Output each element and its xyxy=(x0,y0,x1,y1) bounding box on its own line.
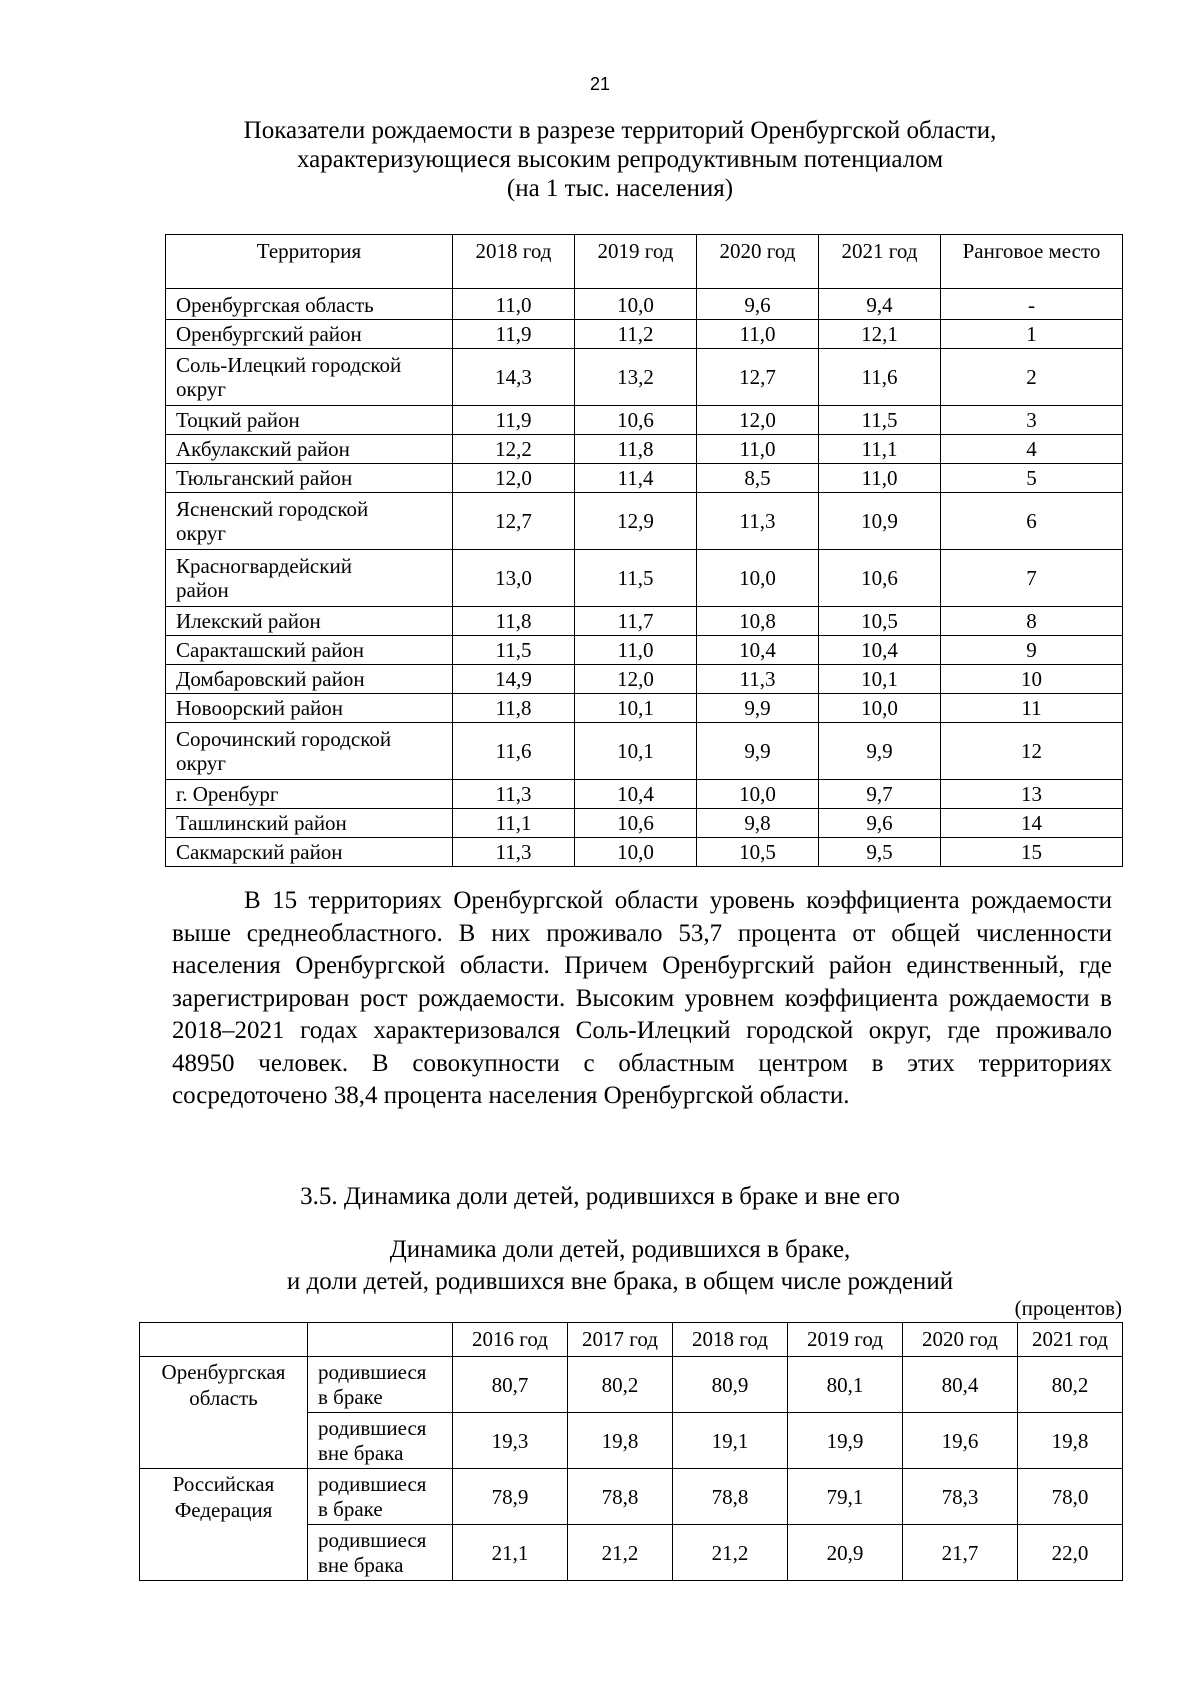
territory-name: Оренбургский район xyxy=(176,322,362,346)
territory-name-cell xyxy=(166,607,453,636)
table-cell: 19,1 xyxy=(673,1413,788,1469)
table-cell: 14,3 xyxy=(453,349,575,406)
table2-header-cell xyxy=(308,1323,453,1357)
table-cell: 11,8 xyxy=(453,694,575,723)
table-cell: 9,6 xyxy=(697,289,819,320)
page-number: 21 xyxy=(589,74,611,94)
table-cell: 10,0 xyxy=(575,838,697,867)
table-cell: 10,6 xyxy=(819,550,941,607)
table-cell: 11,9 xyxy=(453,320,575,349)
table-row xyxy=(166,838,1123,867)
table-cell: 22,0 xyxy=(1018,1525,1123,1581)
table-cell: 12,2 xyxy=(453,435,575,464)
region-name: Федерация xyxy=(174,1498,273,1522)
territory-name-cell xyxy=(166,550,453,607)
table-row xyxy=(166,435,1123,464)
table-cell: 10 xyxy=(941,665,1123,694)
territory-name-cell xyxy=(166,464,453,493)
birth-type: родившиеся xyxy=(318,1471,427,1496)
table2-title xyxy=(200,1234,1040,1298)
birth-type: родившиеся xyxy=(318,1527,427,1552)
territory-name-cell xyxy=(166,723,453,780)
table2-header-cell: 2020 год xyxy=(903,1323,1018,1357)
territory-name: Сорочинский городской xyxy=(176,727,392,751)
table-cell: 9,9 xyxy=(697,694,819,723)
region-cell xyxy=(140,1357,308,1469)
table-cell: 80,7 xyxy=(453,1357,568,1413)
table-cell: 9,4 xyxy=(819,289,941,320)
table-cell: 11,6 xyxy=(453,723,575,780)
table-cell: 10,0 xyxy=(819,694,941,723)
territory-name: Сакмарский район xyxy=(176,840,343,864)
table-cell: 12,7 xyxy=(697,349,819,406)
territory-name: Саракташский район xyxy=(176,638,365,662)
region-name: Оренбургская xyxy=(161,1360,286,1384)
table-cell: 80,2 xyxy=(1018,1357,1123,1413)
table1-header-cell: 2020 год xyxy=(697,235,819,289)
table-row xyxy=(166,349,1123,406)
territory-name: Илекский район xyxy=(176,609,321,633)
table-cell: 11,7 xyxy=(575,607,697,636)
table-cell: 13,2 xyxy=(575,349,697,406)
territory-name-cell xyxy=(166,435,453,464)
territory-name: район xyxy=(176,578,229,602)
birth-type-cell xyxy=(308,1525,453,1581)
territory-name: Оренбургская область xyxy=(176,293,374,317)
table1-title-line: характеризующиеся высоким репродуктивным потенциалом xyxy=(296,146,944,173)
table2-header-cell: 2016 год xyxy=(453,1323,568,1357)
region-cell xyxy=(140,1469,308,1581)
table-cell: 11,0 xyxy=(453,289,575,320)
birth-type: родившиеся xyxy=(318,1415,427,1440)
table-row xyxy=(166,406,1123,435)
table-cell: 13 xyxy=(941,780,1123,809)
table-cell: 5 xyxy=(941,464,1123,493)
table-cell: 10,4 xyxy=(697,636,819,665)
birth-rate-table xyxy=(165,234,1123,867)
table-cell: 9,9 xyxy=(697,723,819,780)
birth-type-cell xyxy=(308,1413,453,1469)
table-cell: 11,8 xyxy=(575,435,697,464)
table-cell: 12,0 xyxy=(453,464,575,493)
region-name: область xyxy=(189,1386,258,1410)
table-cell: 11,8 xyxy=(453,607,575,636)
table-cell: 14 xyxy=(941,809,1123,838)
territory-name-cell xyxy=(166,493,453,550)
table-row xyxy=(166,809,1123,838)
territory-name-cell xyxy=(166,320,453,349)
territory-name: Тюльганский район xyxy=(176,466,353,490)
region-name: Российская xyxy=(172,1472,275,1496)
territory-name: Новоорский район xyxy=(176,696,343,720)
table-cell: 9,7 xyxy=(819,780,941,809)
table-row xyxy=(166,607,1123,636)
table2-header-cell xyxy=(140,1323,308,1357)
table-cell: 11,3 xyxy=(697,665,819,694)
table-row xyxy=(166,723,1123,780)
table-cell: 11,0 xyxy=(575,636,697,665)
table-cell: 12,1 xyxy=(819,320,941,349)
table-cell: 21,7 xyxy=(903,1525,1018,1581)
marital-births-table xyxy=(139,1322,1123,1581)
birth-type: вне брака xyxy=(318,1552,404,1577)
table-cell: 8,5 xyxy=(697,464,819,493)
territory-name-cell xyxy=(166,665,453,694)
table-cell: 12,0 xyxy=(575,665,697,694)
table-row xyxy=(166,694,1123,723)
territory-name-cell xyxy=(166,838,453,867)
birth-type: в браке xyxy=(318,1384,383,1409)
table-cell: 78,9 xyxy=(453,1469,568,1525)
table-cell: 9 xyxy=(941,636,1123,665)
table-row xyxy=(166,493,1123,550)
table1-body xyxy=(166,289,1123,867)
table1-header-cell: 2019 год xyxy=(575,235,697,289)
table-cell: 10,5 xyxy=(697,838,819,867)
table-cell: 11,0 xyxy=(697,435,819,464)
table-cell: 10,0 xyxy=(575,289,697,320)
territory-name: округ xyxy=(176,521,227,545)
table-cell: 10,6 xyxy=(575,809,697,838)
table-cell: 11,0 xyxy=(819,464,941,493)
territory-name: Домбаровский район xyxy=(176,667,365,691)
table-cell: 21,2 xyxy=(673,1525,788,1581)
table-cell: 19,3 xyxy=(453,1413,568,1469)
territory-name-cell xyxy=(166,289,453,320)
territory-name: округ xyxy=(176,377,227,401)
table-cell: 80,9 xyxy=(673,1357,788,1413)
table-cell: 11,5 xyxy=(453,636,575,665)
table-cell: 19,8 xyxy=(568,1413,673,1469)
body-paragraph xyxy=(172,885,1112,1113)
table2-title-line: Динамика доли детей, родившихся в браке, xyxy=(389,1236,851,1263)
birth-type: в браке xyxy=(318,1496,383,1521)
table-cell: 10,9 xyxy=(819,493,941,550)
table2-header-cell: 2017 год xyxy=(568,1323,673,1357)
table-cell: 10,0 xyxy=(697,550,819,607)
table1-header-cell: Ранговое место xyxy=(941,235,1123,289)
territory-name: Ташлинский район xyxy=(176,811,347,835)
table2-header-cell: 2021 год xyxy=(1018,1323,1123,1357)
table-cell: 15 xyxy=(941,838,1123,867)
table1-header-row xyxy=(166,235,1123,289)
territory-name: г. Оренбург xyxy=(176,782,279,806)
table-cell: 11,1 xyxy=(819,435,941,464)
table-row xyxy=(166,464,1123,493)
table-cell: 10,1 xyxy=(575,694,697,723)
table-cell: 19,8 xyxy=(1018,1413,1123,1469)
table-row xyxy=(166,665,1123,694)
table-cell: 19,9 xyxy=(788,1413,903,1469)
table-cell: 11,3 xyxy=(697,493,819,550)
table2-body xyxy=(140,1357,1123,1581)
table1-title xyxy=(160,116,1080,203)
birth-type-cell xyxy=(308,1469,453,1525)
table2-title-line: и доли детей, родившихся вне брака, в общем числе рождений xyxy=(286,1268,954,1295)
table-cell: 19,6 xyxy=(903,1413,1018,1469)
table-row xyxy=(166,636,1123,665)
table-cell: 7 xyxy=(941,550,1123,607)
table-cell: 11,0 xyxy=(697,320,819,349)
table-cell: 11,5 xyxy=(575,550,697,607)
table-row xyxy=(166,550,1123,607)
table-cell: 78,0 xyxy=(1018,1469,1123,1525)
table-cell: 80,1 xyxy=(788,1357,903,1413)
territory-name-cell xyxy=(166,406,453,435)
table-cell: 10,1 xyxy=(575,723,697,780)
table-cell: 11,5 xyxy=(819,406,941,435)
table-cell: 9,8 xyxy=(697,809,819,838)
table-cell: 12 xyxy=(941,723,1123,780)
territory-name-cell xyxy=(166,349,453,406)
table-cell: 11,9 xyxy=(453,406,575,435)
table-cell: 11,3 xyxy=(453,838,575,867)
territory-name: Красногвардейский xyxy=(176,554,352,578)
territory-name: Тоцкий район xyxy=(176,408,300,432)
table-cell: 9,6 xyxy=(819,809,941,838)
table1-header-cell: 2021 год xyxy=(819,235,941,289)
birth-type-cell xyxy=(308,1357,453,1413)
table1-title-line: Показатели рождаемости в разрезе территорий Оренбургской области, xyxy=(243,117,997,144)
table1-header-cell: Территория xyxy=(166,235,453,289)
table-cell: 11,4 xyxy=(575,464,697,493)
table-cell: 79,1 xyxy=(788,1469,903,1525)
table-row xyxy=(140,1357,1123,1413)
table-cell: 21,2 xyxy=(568,1525,673,1581)
table-cell: 21,1 xyxy=(453,1525,568,1581)
territory-name-cell xyxy=(166,809,453,838)
paragraph-text: В 15 территориях Оренбургской области уровень коэффициента рождаемости выше среднеобластного. В них проживало 53,7 процента от общей численности населения Оренбургской области. Причем Оренбургский район единственный, где зарегистрирован рост рождаемости. Высоким уровнем коэффициента рождаемости в 2018–2021 годах характеризовался Соль-Илецкий городской округ, где проживало 48950 человек. В совокупности с областным центром в этих территориях сосредоточено 38,4 процента населения Оренбургской области. xyxy=(172,887,1112,1109)
table-cell: 20,9 xyxy=(788,1525,903,1581)
table-cell: 11,2 xyxy=(575,320,697,349)
table-cell: 10,5 xyxy=(819,607,941,636)
table-cell: 14,9 xyxy=(453,665,575,694)
birth-type: вне брака xyxy=(318,1440,404,1465)
table-cell: 1 xyxy=(941,320,1123,349)
territory-name: Соль-Илецкий городской xyxy=(176,353,402,377)
territory-name-cell xyxy=(166,780,453,809)
section-heading: 3.5. Динамика доли детей, родившихся в браке и вне его xyxy=(300,1183,900,1210)
table-cell: 10,6 xyxy=(575,406,697,435)
table-cell: 78,3 xyxy=(903,1469,1018,1525)
table2-units: (процентов) xyxy=(1014,1296,1122,1320)
territory-name: Ясненский городской xyxy=(176,497,369,521)
table-row xyxy=(140,1469,1123,1525)
table-cell: 10,4 xyxy=(575,780,697,809)
table-cell: 4 xyxy=(941,435,1123,464)
birth-type: родившиеся xyxy=(318,1359,427,1384)
table1-header-cell: 2018 год xyxy=(453,235,575,289)
table-cell: 10,8 xyxy=(697,607,819,636)
table-cell: 11,3 xyxy=(453,780,575,809)
table1-title-line: (на 1 тыс. населения) xyxy=(506,175,734,202)
table-cell: 13,0 xyxy=(453,550,575,607)
table-cell: 10,1 xyxy=(819,665,941,694)
table-row xyxy=(166,289,1123,320)
table2-header-row xyxy=(140,1323,1123,1357)
table-cell: 78,8 xyxy=(568,1469,673,1525)
table-cell: 2 xyxy=(941,349,1123,406)
territory-name: Акбулакский район xyxy=(176,437,350,461)
table2-header-cell: 2019 год xyxy=(788,1323,903,1357)
table-cell: 6 xyxy=(941,493,1123,550)
table-cell: 80,4 xyxy=(903,1357,1018,1413)
table-cell: 12,9 xyxy=(575,493,697,550)
table-cell: 11,1 xyxy=(453,809,575,838)
table-cell: 80,2 xyxy=(568,1357,673,1413)
table-cell: 8 xyxy=(941,607,1123,636)
table-row xyxy=(166,320,1123,349)
table-cell: 12,0 xyxy=(697,406,819,435)
table-cell: 9,5 xyxy=(819,838,941,867)
table-cell: 9,9 xyxy=(819,723,941,780)
table-row xyxy=(166,780,1123,809)
table-cell: 3 xyxy=(941,406,1123,435)
territory-name-cell xyxy=(166,636,453,665)
table-cell: - xyxy=(941,289,1123,320)
table2-header-cell: 2018 год xyxy=(673,1323,788,1357)
table-cell: 10,4 xyxy=(819,636,941,665)
table-cell: 12,7 xyxy=(453,493,575,550)
table-cell: 10,0 xyxy=(697,780,819,809)
table-cell: 11 xyxy=(941,694,1123,723)
territory-name-cell xyxy=(166,694,453,723)
table-cell: 11,6 xyxy=(819,349,941,406)
territory-name: округ xyxy=(176,751,227,775)
table-cell: 78,8 xyxy=(673,1469,788,1525)
